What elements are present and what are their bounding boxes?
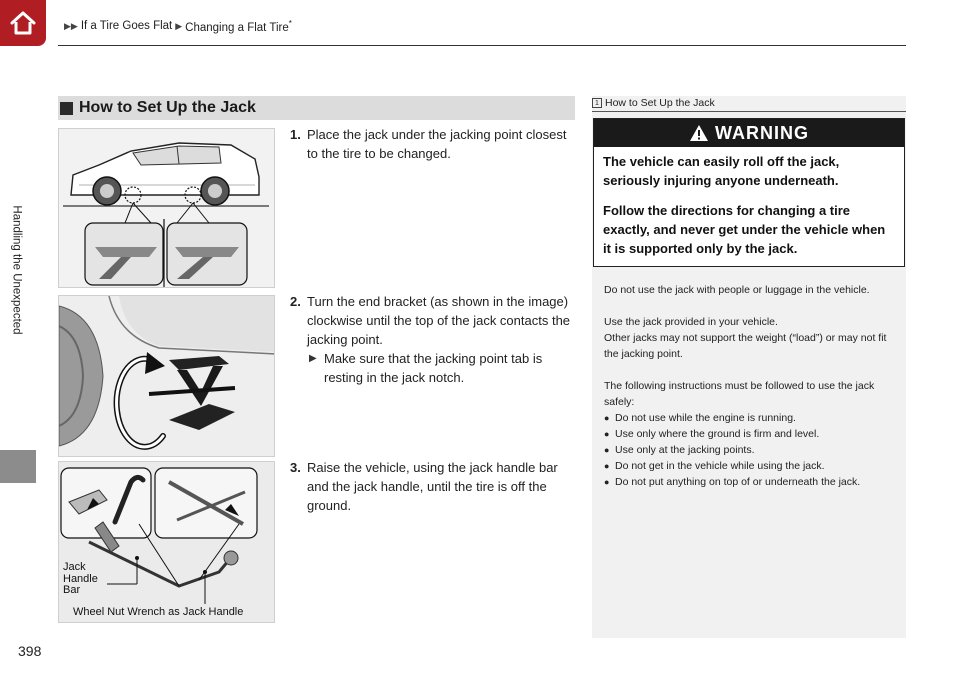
- section-square-icon: [60, 102, 73, 115]
- warning-box: [593, 118, 905, 267]
- note-divider: [592, 111, 906, 112]
- jack-rotation-illustration: [58, 295, 275, 457]
- step-2-note: ▶ Make sure that the jacking point tab is resting in the jack notch.: [309, 351, 543, 385]
- warning-header: WARNING: [594, 119, 904, 147]
- note-paragraph-2: Use the jack provided in your vehicle. Other jacks may not support the weight (“load”) or may not fit the jacking point.: [604, 316, 887, 360]
- wheel-nut-wrench-label: Wheel Nut Wrench as Jack Handle: [73, 606, 244, 618]
- note-title[interactable]: 1 How to Set Up the Jack: [592, 97, 715, 109]
- list-item: ● Do not use while the engine is running.: [604, 410, 900, 426]
- jack-handle-bar-label: Jack Handle Bar: [63, 561, 98, 597]
- list-item: ● Use only at the jacking points.: [604, 442, 900, 458]
- safety-list: [604, 410, 900, 490]
- note-paragraph-1: Do not use the jack with people or luggage in the vehicle.: [604, 284, 870, 296]
- home-button[interactable]: [0, 0, 46, 46]
- step-3: 3. Raise the vehicle, using the jack handle bar and the jack handle, until the tire is off the ground.: [290, 460, 558, 513]
- section-heading: How to Set Up the Jack: [58, 96, 575, 120]
- breadcrumb: [64, 19, 292, 34]
- header-divider: [58, 45, 906, 46]
- home-icon: [9, 10, 37, 36]
- warning-text-1: The vehicle can easily roll off the jack, seriously injuring anyone underneath.: [603, 154, 840, 188]
- breadcrumb-item-changing-tire[interactable]: Changing a Flat Tire*: [185, 19, 292, 34]
- list-item: ● Do not get in the vehicle while using the jack.: [604, 458, 900, 474]
- note-body: [604, 282, 900, 490]
- warning-triangle-icon: [689, 124, 709, 142]
- list-item: ● Do not put anything on top of or underneath the jack.: [604, 474, 900, 490]
- breadcrumb-item-flat-tire[interactable]: If a Tire Goes Flat: [80, 20, 173, 33]
- jack-handle-illustration: [58, 461, 275, 623]
- side-tab-label: Handling the Unexpected: [11, 205, 23, 335]
- arrow-right-icon: ▶: [309, 353, 317, 364]
- breadcrumb-arrow-icon: ▶▶: [64, 20, 78, 31]
- step-1: 1. Place the jack under the jacking point closest to the tire to be changed.: [290, 127, 567, 161]
- page-number: 398: [18, 643, 42, 659]
- warning-text-2: Follow the directions for changing a tire exactly, and never get under the vehicle when it is supported only by the jack.: [603, 203, 886, 256]
- jacking-point-illustration: [58, 128, 275, 288]
- breadcrumb-arrow-icon: ▶: [175, 20, 183, 31]
- list-item: ● Use only where the ground is firm and level.: [604, 426, 900, 442]
- side-tab-marker[interactable]: [0, 450, 36, 483]
- note-paragraph-3: The following instructions must be followed to use the jack safely:: [604, 380, 875, 408]
- step-2: 2. Turn the end bracket (as shown in the image) clockwise until the top of the jack contacts the jacking point. ▶ Make sure that the jacking point tab is resting in the jack notch.: [290, 292, 575, 387]
- reference-box-icon: 1: [592, 98, 602, 108]
